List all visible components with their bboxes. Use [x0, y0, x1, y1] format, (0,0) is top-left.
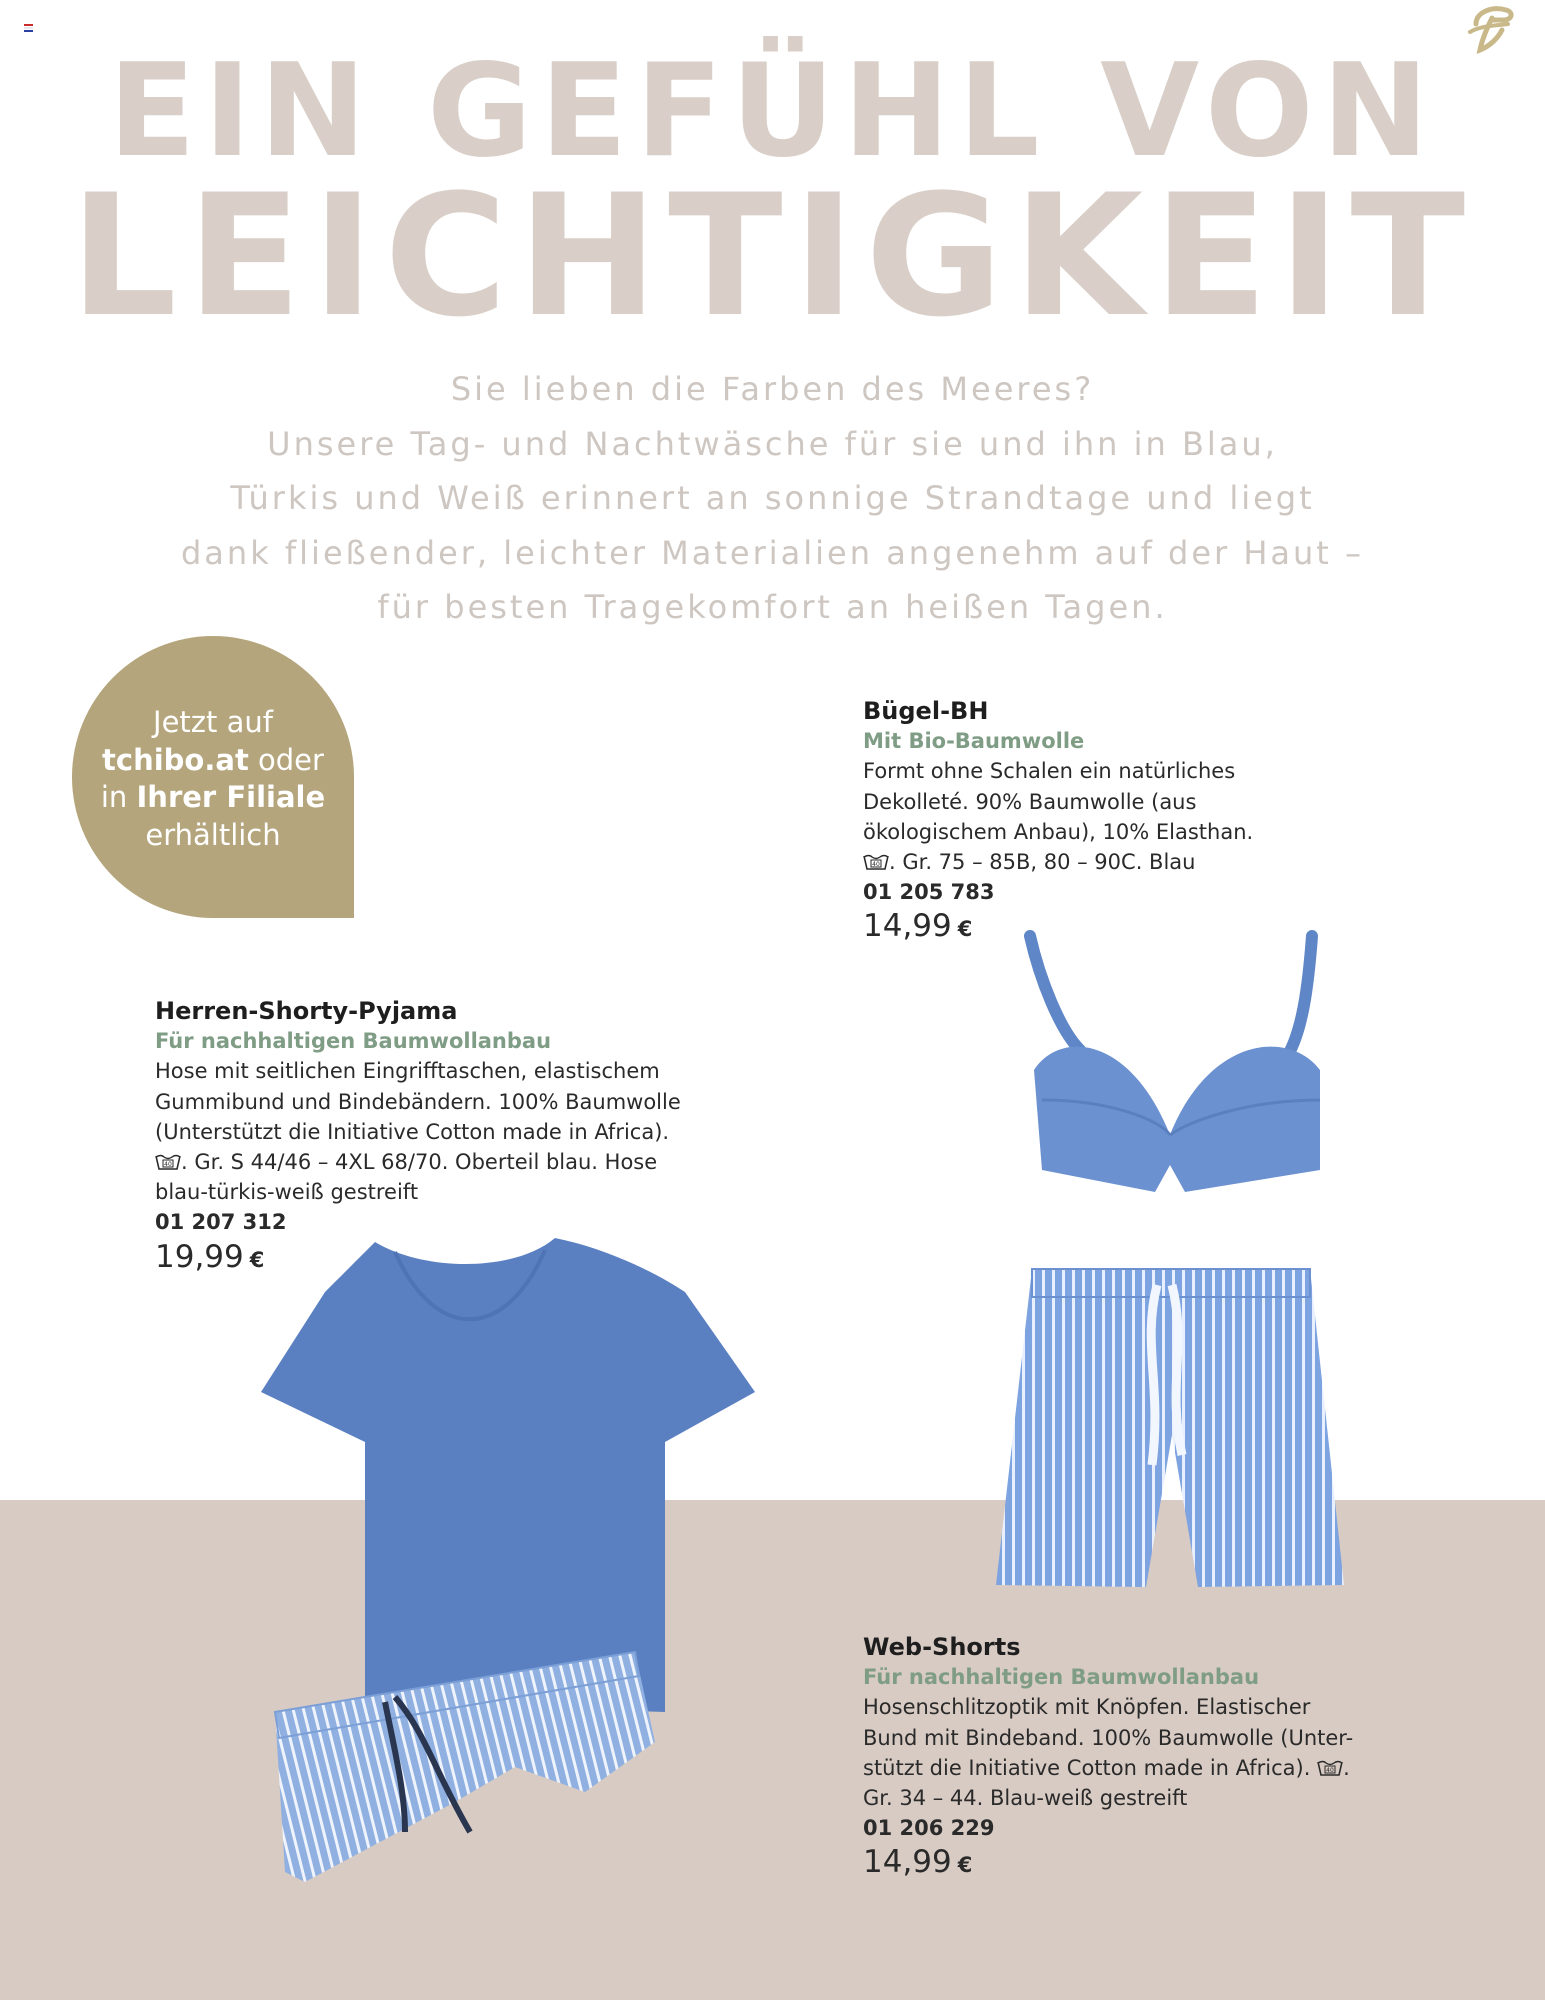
- wash-40-icon: [863, 854, 889, 870]
- headline-line-2: LEICHTIGKEIT: [69, 158, 1476, 354]
- intro-paragraph: [0, 362, 1545, 635]
- article-number: 01 206 229: [863, 1816, 995, 1841]
- price: [863, 1844, 1353, 1881]
- intro-line: für besten Tragekomfort an heißen Tagen.: [377, 588, 1168, 626]
- article-number: 01 205 783: [863, 880, 995, 905]
- striped-shorts-image[interactable]: [992, 1265, 1352, 1595]
- product-subtitle: Für nachhaltigen Baumwollanbau: [155, 1029, 552, 1054]
- product-shorts: [863, 1632, 1353, 1881]
- badge-website-link[interactable]: tchibo.at: [102, 742, 249, 777]
- svg-text:40: 40: [872, 861, 880, 869]
- product-bra: [863, 696, 1253, 945]
- description-line: Dekolleté. 90% Baumwolle (aus: [863, 789, 1197, 814]
- svg-text:40: 40: [164, 1161, 172, 1169]
- austria-flag-icon: [24, 24, 33, 32]
- product-name: Herren-Shorty-Pyjama: [155, 997, 458, 1025]
- currency-symbol: €: [249, 1247, 265, 1272]
- description-line: blau-türkis-weiß gestreift: [155, 1180, 419, 1205]
- availability-badge[interactable]: [72, 636, 354, 918]
- price-value: 14,99: [863, 908, 952, 945]
- product-name: Web-Shorts: [863, 1633, 1021, 1661]
- product-name: Bügel-BH: [863, 697, 989, 725]
- blue-pyjama-image[interactable]: [255, 1232, 765, 1887]
- badge-line: erhältlich: [145, 817, 281, 852]
- product-subtitle: Für nachhaltigen Baumwollanbau: [863, 1665, 1260, 1690]
- care-size-text: . Gr. S 44/46 – 4XL 68/70. Oberteil blau. Hose: [181, 1150, 658, 1175]
- description-line: ökologischem Anbau), 10% Elasthan.: [863, 819, 1254, 844]
- description-line: Bund mit Bindeband. 100% Baumwolle (Unter-: [863, 1725, 1354, 1750]
- intro-line: Sie lieben die Farben des Meeres?: [450, 370, 1095, 408]
- headline-line-1: EIN GEFÜHL VON: [108, 37, 1437, 186]
- intro-line: Unsere Tag- und Nachtwäsche für sie und ihn in Blau,: [267, 424, 1278, 463]
- svg-text:40: 40: [1326, 1766, 1334, 1774]
- description-line: Hosenschlitzoptik mit Knöpfen. Elastischer: [863, 1695, 1311, 1720]
- product-description: [863, 756, 1253, 877]
- badge-line: [72, 742, 354, 780]
- description-line: stützt die Initiative Cotton made in Africa). 40 .: [863, 1755, 1350, 1780]
- intro-line: Türkis und Weiß erinnert an sonnige Strandtage und liegt: [230, 479, 1315, 517]
- currency-symbol: €: [957, 1853, 973, 1878]
- product-description: [863, 1692, 1353, 1813]
- product-subtitle: Mit Bio-Baumwolle: [863, 729, 1085, 754]
- description-line: Gr. 34 – 44. Blau-weiß gestreift: [863, 1786, 1188, 1811]
- badge-line: [72, 779, 354, 817]
- wash-40-icon: [1317, 1760, 1343, 1776]
- care-size-text: . Gr. 75 – 85B, 80 – 90C. Blau: [889, 850, 1196, 875]
- badge-text-part: oder: [248, 742, 324, 777]
- description-line: [863, 847, 1253, 877]
- article-number: 01 207 312: [155, 1210, 287, 1235]
- description-line: Formt ohne Schalen ein natürliches: [863, 759, 1236, 784]
- wash-40-icon: [155, 1154, 181, 1170]
- description-line: Gummibund und Bindebändern. 100% Baumwolle: [155, 1089, 681, 1114]
- badge-text: [72, 704, 354, 854]
- currency-symbol: €: [957, 917, 973, 942]
- blue-bra-image[interactable]: [1020, 930, 1340, 1195]
- description-line: (Unterstützt die Initiative Cotton made in Africa).: [155, 1119, 670, 1144]
- description-line: Hose mit seitlichen Eingrifftaschen, elastischem: [155, 1059, 660, 1084]
- description-line: [155, 1147, 681, 1177]
- badge-store-text: Ihrer Filiale: [136, 780, 326, 814]
- price-value: 14,99: [863, 1844, 952, 1881]
- description-text: stützt die Initiative Cotton made in Africa).: [863, 1755, 1311, 1780]
- intro-line: dank fließender, leichter Materialien angenehm auf der Haut –: [180, 533, 1364, 572]
- product-description: [155, 1056, 681, 1207]
- badge-line: Jetzt auf: [153, 705, 273, 739]
- badge-text-part: in: [100, 780, 137, 814]
- price-value: 19,99: [155, 1238, 244, 1275]
